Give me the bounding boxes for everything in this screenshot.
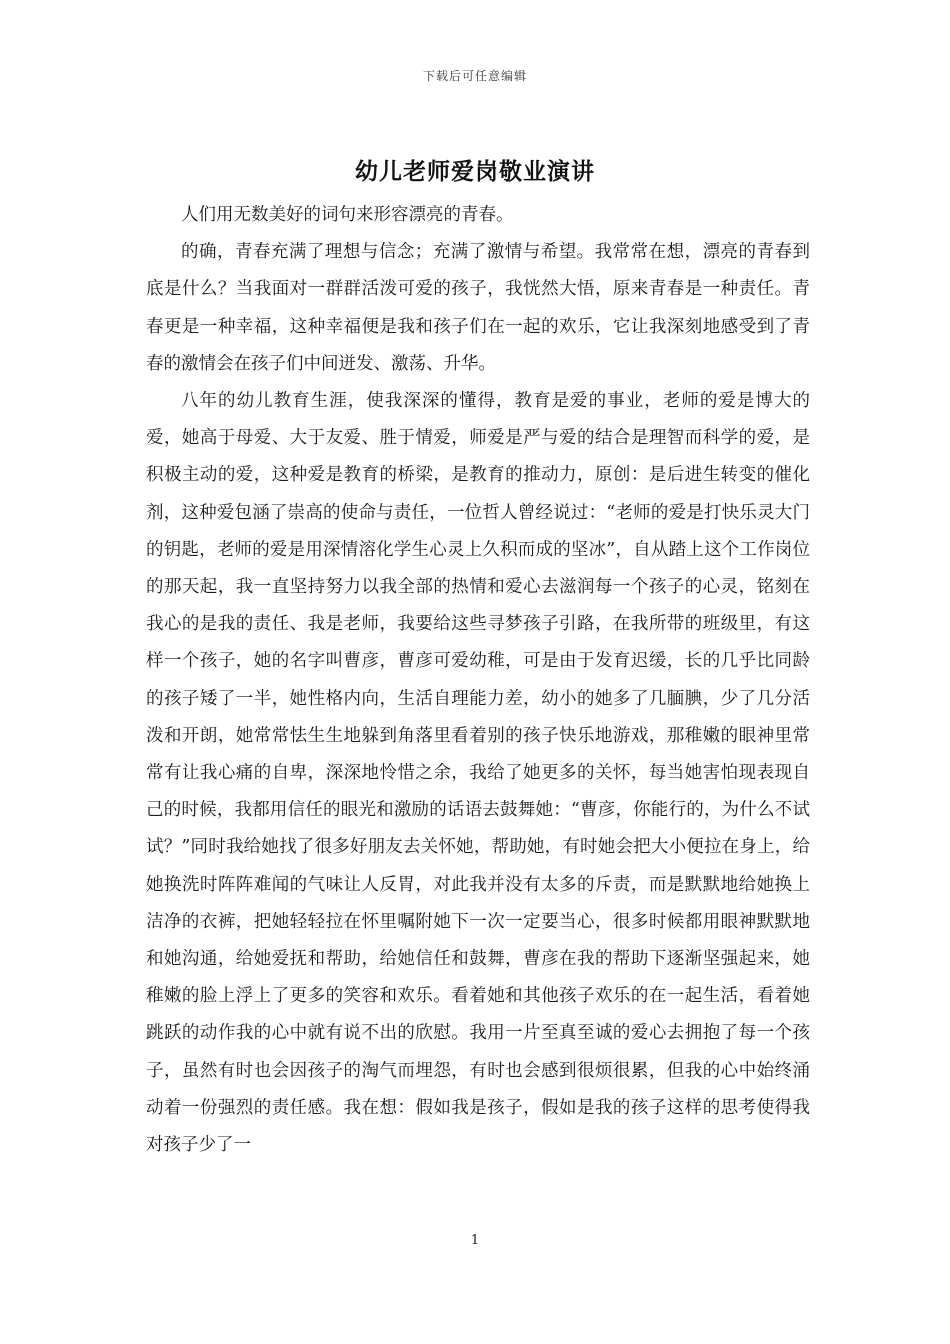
document-title: 幼儿老师爱岗敬业演讲 (355, 158, 595, 185)
paragraph: 人们用无数美好的词句来形容漂亮的青春。 (181, 205, 514, 225)
document-body (146, 197, 810, 1164)
page-number: 1 (470, 1233, 480, 1248)
paragraph: 八年的幼儿教育生涯，使我深深的懂得，教育是爱的事业，老师的爱是博大的爱，她高于母爱、大于友爱、胜于情爱，师爱是严与爱的结合是理智而科学的爱，是积极主动的爱，这种爱是教育的桥梁，是教育的推动力，原创：是后进生转变的催化剂，这种爱包涵了崇高的使命与责任，一位哲人曾经说过：“老师的爱是打快乐灵大门的钥匙，老师的爱是用深情溶化学生心灵上久积而成的坚冰”，自从踏上这个工作岗位的那天起，我一直坚持努力以我全部的热情和爱心去滋润每一个孩子的心灵，铭刻在我心的是我的责任、我是老师，我要给这些寻梦孩子引路，在我所带的班级里，有这样一个孩子，她的名字叫曹彦，曹彦可爱幼稚，可是由于发育迟缓，长的几乎比同龄的孩子矮了一半，她性格内向，生活自理能力差，幼小的她多了几腼腆，少了几分活泼和开朗，她常常怯生生地躲到角落里看着别的孩子快乐地游戏，那稚嫩的眼神里常常有让我心痛的自卑，深深地怜惜之余，我给了她更多的关怀，每当她害怕现表现自己的时候，我都用信任的眼光和激励的话语去鼓舞她：“曹彦，你能行的，为什么不试试？”同时我给她找了很多好朋友去关怀她，帮助她，有时她会把大小便拉在身上，给她换洗时阵阵难闻的气味让人反胃，对此我并没有太多的斥责，而是默默地给她换上洁净的衣裤，把她轻轻拉在怀里嘱附她下一次一定要当心，很多时候都用眼神默默地和她沟通，给她爱抚和帮助，给她信任和鼓舞，曹彦在我的帮助下逐渐坚强起来，她稚嫩的脸上浮上了更多的笑容和欢乐。看着她和其他孩子欢乐的在一起生活，看着她跳跃的动作我的心中就有说不出的欣慰。我用一片至真至诚的爱心去拥抱了每一个孩子，虽然有时也会因孩子的淘气而埋怨，有时也会感到很烦很累，但我的心中始终涌动着一份强烈的责任感。我在想：假如我是孩子，假如是我的孩子这样的思考使得我对孩子少了一 (146, 391, 810, 1156)
header-note: 下载后可任意编辑 (422, 69, 527, 83)
paragraph: 的确，青春充满了理想与信念；充满了激情与希望。我常常在想，漂亮的青春到底是什么？当我面对一群群活泼可爱的孩子，我恍然大悟，原来青春是一种责任。青春更是一种幸福，这种幸福便是我和孩子们在一起的欢乐，它让我深刻地感受到了青春的激情会在孩子们中间迸发、激荡、升华。 (146, 242, 810, 374)
